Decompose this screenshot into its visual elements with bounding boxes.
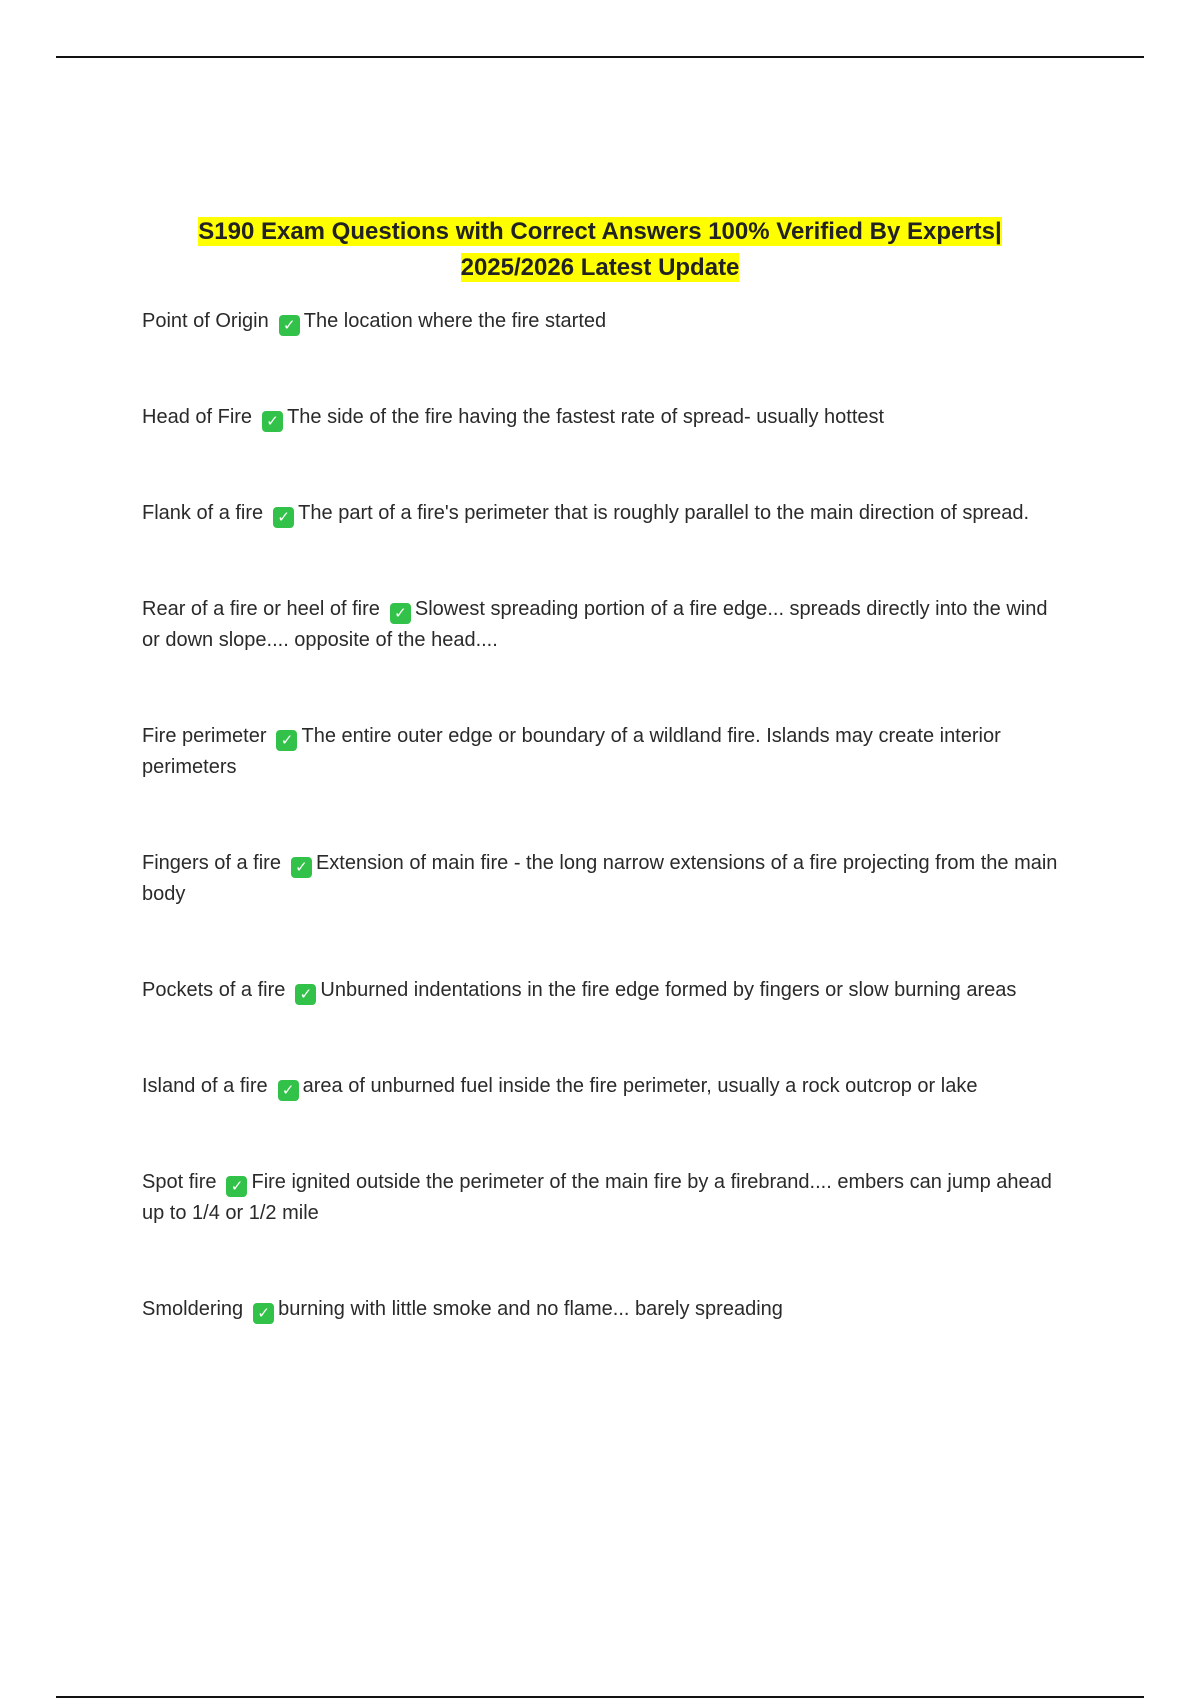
qa-entry-head-of-fire	[142, 402, 1062, 433]
definition: The part of a fire's perimeter that is roughly parallel to the main direction of spread.	[298, 502, 1030, 524]
definition: Fire ignited outside the perimeter of the main fire by a firebrand.... embers can jump ahead up to 1/4 or 1/2 mile	[142, 1171, 1052, 1224]
term: Rear of a fire or heel of fire	[142, 598, 380, 620]
term: Head of Fire	[142, 406, 253, 428]
definition: The side of the fire having the fastest rate of spread- usually hottest	[287, 406, 885, 428]
term: Smoldering	[142, 1298, 244, 1320]
term: Island of a fire	[142, 1075, 268, 1097]
term: Pockets of a fire	[142, 979, 286, 1001]
term: Spot fire	[142, 1171, 217, 1193]
checkmark-icon: ✓	[279, 315, 300, 336]
qa-entry-point-of-origin	[142, 306, 1062, 337]
definition: The entire outer edge or boundary of a wildland fire. Islands may create interior perimeters	[142, 725, 1001, 778]
top-rule	[56, 56, 1144, 58]
qa-entry-spot-fire	[142, 1167, 1062, 1229]
qa-entry-fire-perimeter	[142, 721, 1062, 783]
qa-entry-fingers-of-fire	[142, 848, 1062, 910]
qa-entry-flank-of-fire	[142, 498, 1062, 529]
checkmark-icon: ✓	[291, 857, 312, 878]
term: Point of Origin	[142, 310, 269, 332]
checkmark-icon: ✓	[226, 1176, 247, 1197]
title-line-1: S190 Exam Questions with Correct Answers 100% Verified By Experts|	[198, 218, 1002, 245]
term: Flank of a fire	[142, 502, 264, 524]
definition: Unburned indentations in the fire edge formed by fingers or slow burning areas	[320, 979, 1017, 1001]
definition: The location where the fire started	[303, 310, 607, 332]
bottom-rule	[56, 1696, 1144, 1698]
qa-entry-pockets-of-fire	[142, 975, 1062, 1006]
checkmark-icon: ✓	[278, 1080, 299, 1101]
title-line-2: 2025/2026 Latest Update	[460, 254, 740, 281]
definition: area of unburned fuel inside the fire perimeter, usually a rock outcrop or lake	[302, 1075, 978, 1097]
qa-entry-island-of-fire	[142, 1071, 1062, 1102]
document-title	[120, 214, 1080, 286]
checkmark-icon: ✓	[295, 984, 316, 1005]
checkmark-icon: ✓	[253, 1303, 274, 1324]
qa-list	[142, 306, 1062, 1325]
checkmark-icon: ✓	[276, 730, 297, 751]
definition: burning with little smoke and no flame... barely spreading	[278, 1298, 783, 1320]
term: Fire perimeter	[142, 725, 267, 747]
checkmark-icon: ✓	[262, 411, 283, 432]
qa-entry-smoldering	[142, 1294, 1062, 1325]
definition: Extension of main fire - the long narrow extensions of a fire projecting from the main body	[142, 852, 1058, 905]
checkmark-icon: ✓	[273, 507, 294, 528]
qa-entry-rear-of-fire	[142, 594, 1062, 656]
definition: Slowest spreading portion of a fire edge... spreads directly into the wind or down slope.... opposite of the head....	[142, 598, 1048, 651]
checkmark-icon: ✓	[390, 603, 411, 624]
term: Fingers of a fire	[142, 852, 281, 874]
